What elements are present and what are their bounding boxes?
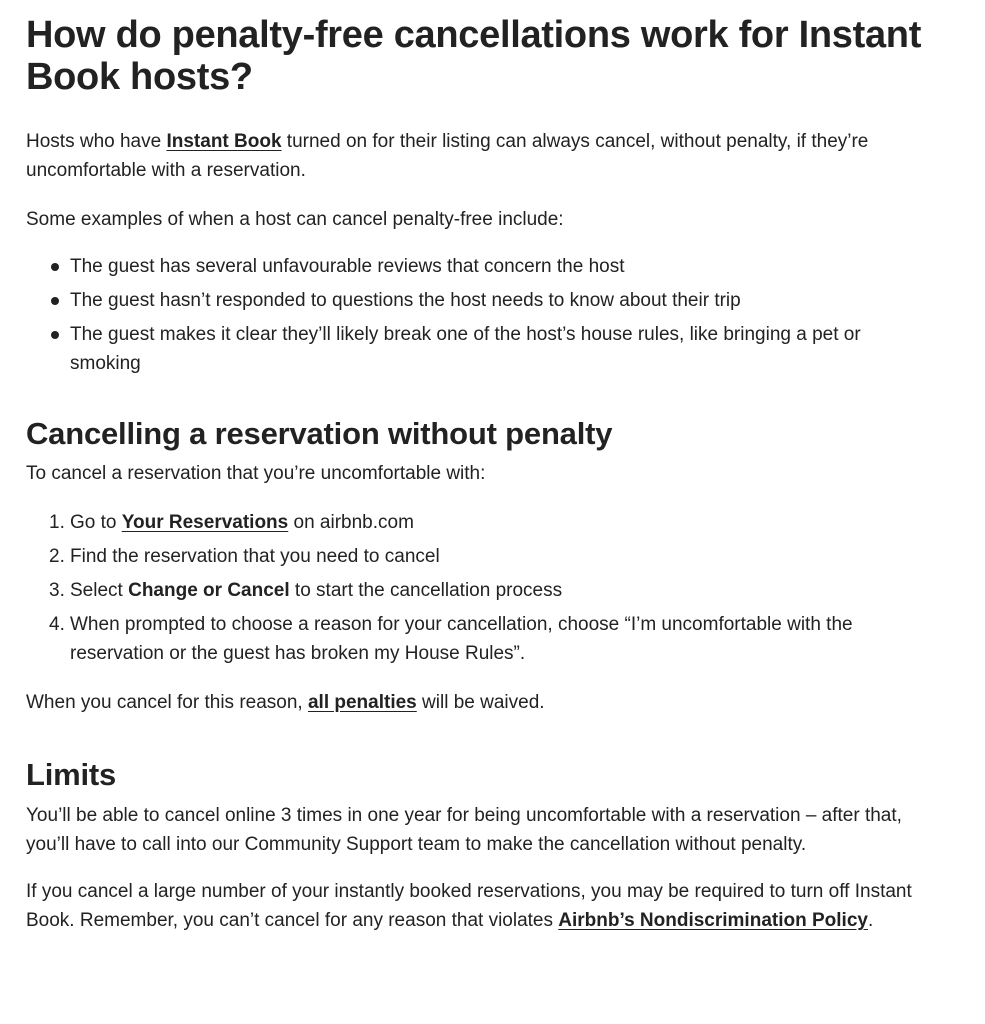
cancel-lead: To cancel a reservation that you’re uncomfortable with: <box>26 463 486 484</box>
instant-book-link[interactable]: Instant Book <box>166 131 282 152</box>
examples-list <box>26 252 926 378</box>
list-item: 3. Select Change or Cancel to start the cancellation process <box>49 580 563 601</box>
intro-paragraph: Hosts who have Instant Book turned on for their listing can always cancel, without penalty, if they’re uncomfortable with a reservation. <box>26 131 869 181</box>
limits-paragraph-1: You’ll be able to cancel online 3 times in one year for being uncomfortable with a reservation – after that, you’ll have to call into our Community Support team to make the cancellation without penalty. <box>26 805 902 855</box>
bullet-icon <box>51 263 59 271</box>
your-reservations-link[interactable]: Your Reservations <box>121 512 289 533</box>
list-item: 2. Find the reservation that you need to cancel <box>49 546 440 567</box>
limits-heading: Limits <box>26 757 117 792</box>
bullet-icon <box>51 331 59 339</box>
all-penalties-link[interactable]: all penalties <box>307 692 417 713</box>
examples-lead: Some examples of when a host can cancel penalty-free include: <box>26 209 564 230</box>
cancelling-heading: Cancelling a reservation without penalty <box>26 416 613 451</box>
nondiscrimination-policy-link[interactable]: Airbnb’s Nondiscrimination Policy <box>558 910 868 931</box>
steps-list <box>26 508 926 668</box>
list-item: The guest makes it clear they’ll likely break one of the host’s house rules, like bringing a pet or smoking <box>26 320 926 378</box>
list-item: The guest hasn’t responded to questions the host needs to know about their trip <box>26 286 926 315</box>
bullet-icon <box>51 297 59 305</box>
limits-paragraph-2: If you cancel a large number of your instantly booked reservations, you may be required to turn off Instant Book. Remember, you can’t cancel for any reason that violates Airbnb’s Nondiscrimination Policy. <box>26 881 912 931</box>
list-item: 4. When prompted to choose a reason for your cancellation, choose “I’m uncomfortable with the reservation or the guest has broken my House Rules”. <box>49 614 853 664</box>
waived-paragraph: When you cancel for this reason, all penalties will be waived. <box>26 692 545 713</box>
list-item: 1. Go to Your Reservations on airbnb.com <box>49 512 414 533</box>
page-title: How do penalty-free cancellations work for Instant Book hosts? <box>26 14 922 98</box>
list-item: The guest has several unfavourable reviews that concern the host <box>26 252 926 281</box>
change-or-cancel-label: Change or Cancel <box>128 580 290 601</box>
